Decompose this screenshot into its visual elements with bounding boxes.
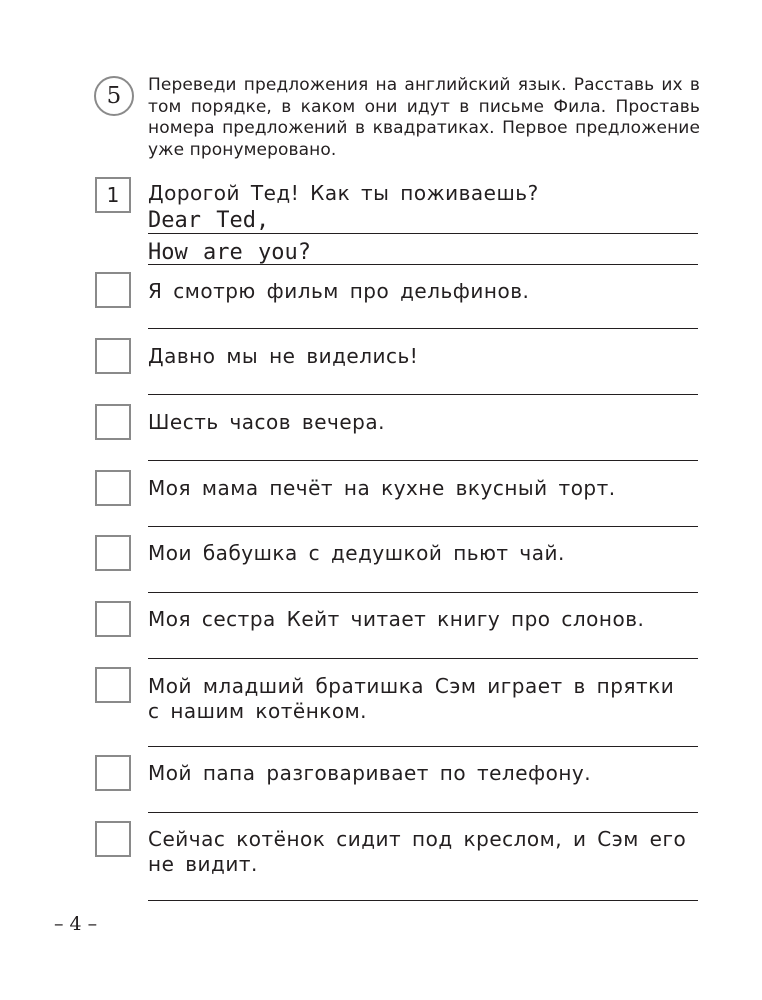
order-box[interactable]: [95, 535, 131, 571]
sentence-text: Дорогой Тед! Как ты поживаешь?: [148, 181, 539, 205]
sentence-text: Давно мы не виделись!: [148, 344, 419, 368]
sentence-text: Я смотрю фильм про дельфинов.: [148, 279, 530, 303]
sentence-text: Мой младший братишка Сэм играет в прятки с нашим котёнком.: [148, 674, 675, 723]
answer-line[interactable]: [148, 526, 698, 527]
order-box[interactable]: [95, 338, 131, 374]
order-box[interactable]: 1: [95, 177, 131, 213]
order-box[interactable]: [95, 470, 131, 506]
sentence-text: Сейчас котёнок сидит под креслом, и Сэм его не видит.: [148, 827, 687, 876]
order-box[interactable]: [95, 755, 131, 791]
page-number: – 4 –: [54, 913, 98, 935]
order-box[interactable]: [95, 667, 131, 703]
answer-line[interactable]: [148, 394, 698, 395]
answer-line[interactable]: [148, 746, 698, 747]
sentence-text: Мои бабушка с дедушкой пьют чай.: [148, 541, 565, 565]
order-box[interactable]: [95, 272, 131, 308]
order-box[interactable]: [95, 404, 131, 440]
sentence-text: Моя мама печёт на кухне вкусный торт.: [148, 476, 616, 500]
answer-line[interactable]: [148, 233, 698, 234]
task-number-badge: 5: [94, 76, 134, 116]
sentence-text: Мой папа разговаривает по телефону.: [148, 761, 592, 785]
answer-line[interactable]: [148, 328, 698, 329]
answer-line[interactable]: [148, 658, 698, 659]
answer-line[interactable]: [148, 264, 698, 265]
order-box[interactable]: [95, 601, 131, 637]
handwritten-answer-line1: Dear Ted,: [148, 208, 270, 233]
task-instructions: Переведи предложения на английский язык. Расставь их в том порядке, в каком они идут в письме Фила. Проставь номера предложений в квадратиках. Первое предложение уже пронумеровано.: [148, 75, 700, 160]
sentence-text: Шесть часов вечера.: [148, 410, 385, 434]
sentence-text: Моя сестра Кейт читает книгу про слонов.: [148, 607, 645, 631]
answer-line[interactable]: [148, 592, 698, 593]
answer-line[interactable]: [148, 460, 698, 461]
answer-line[interactable]: [148, 812, 698, 813]
order-box[interactable]: [95, 821, 131, 857]
handwritten-answer-line2: How are you?: [148, 240, 311, 265]
answer-line[interactable]: [148, 900, 698, 901]
